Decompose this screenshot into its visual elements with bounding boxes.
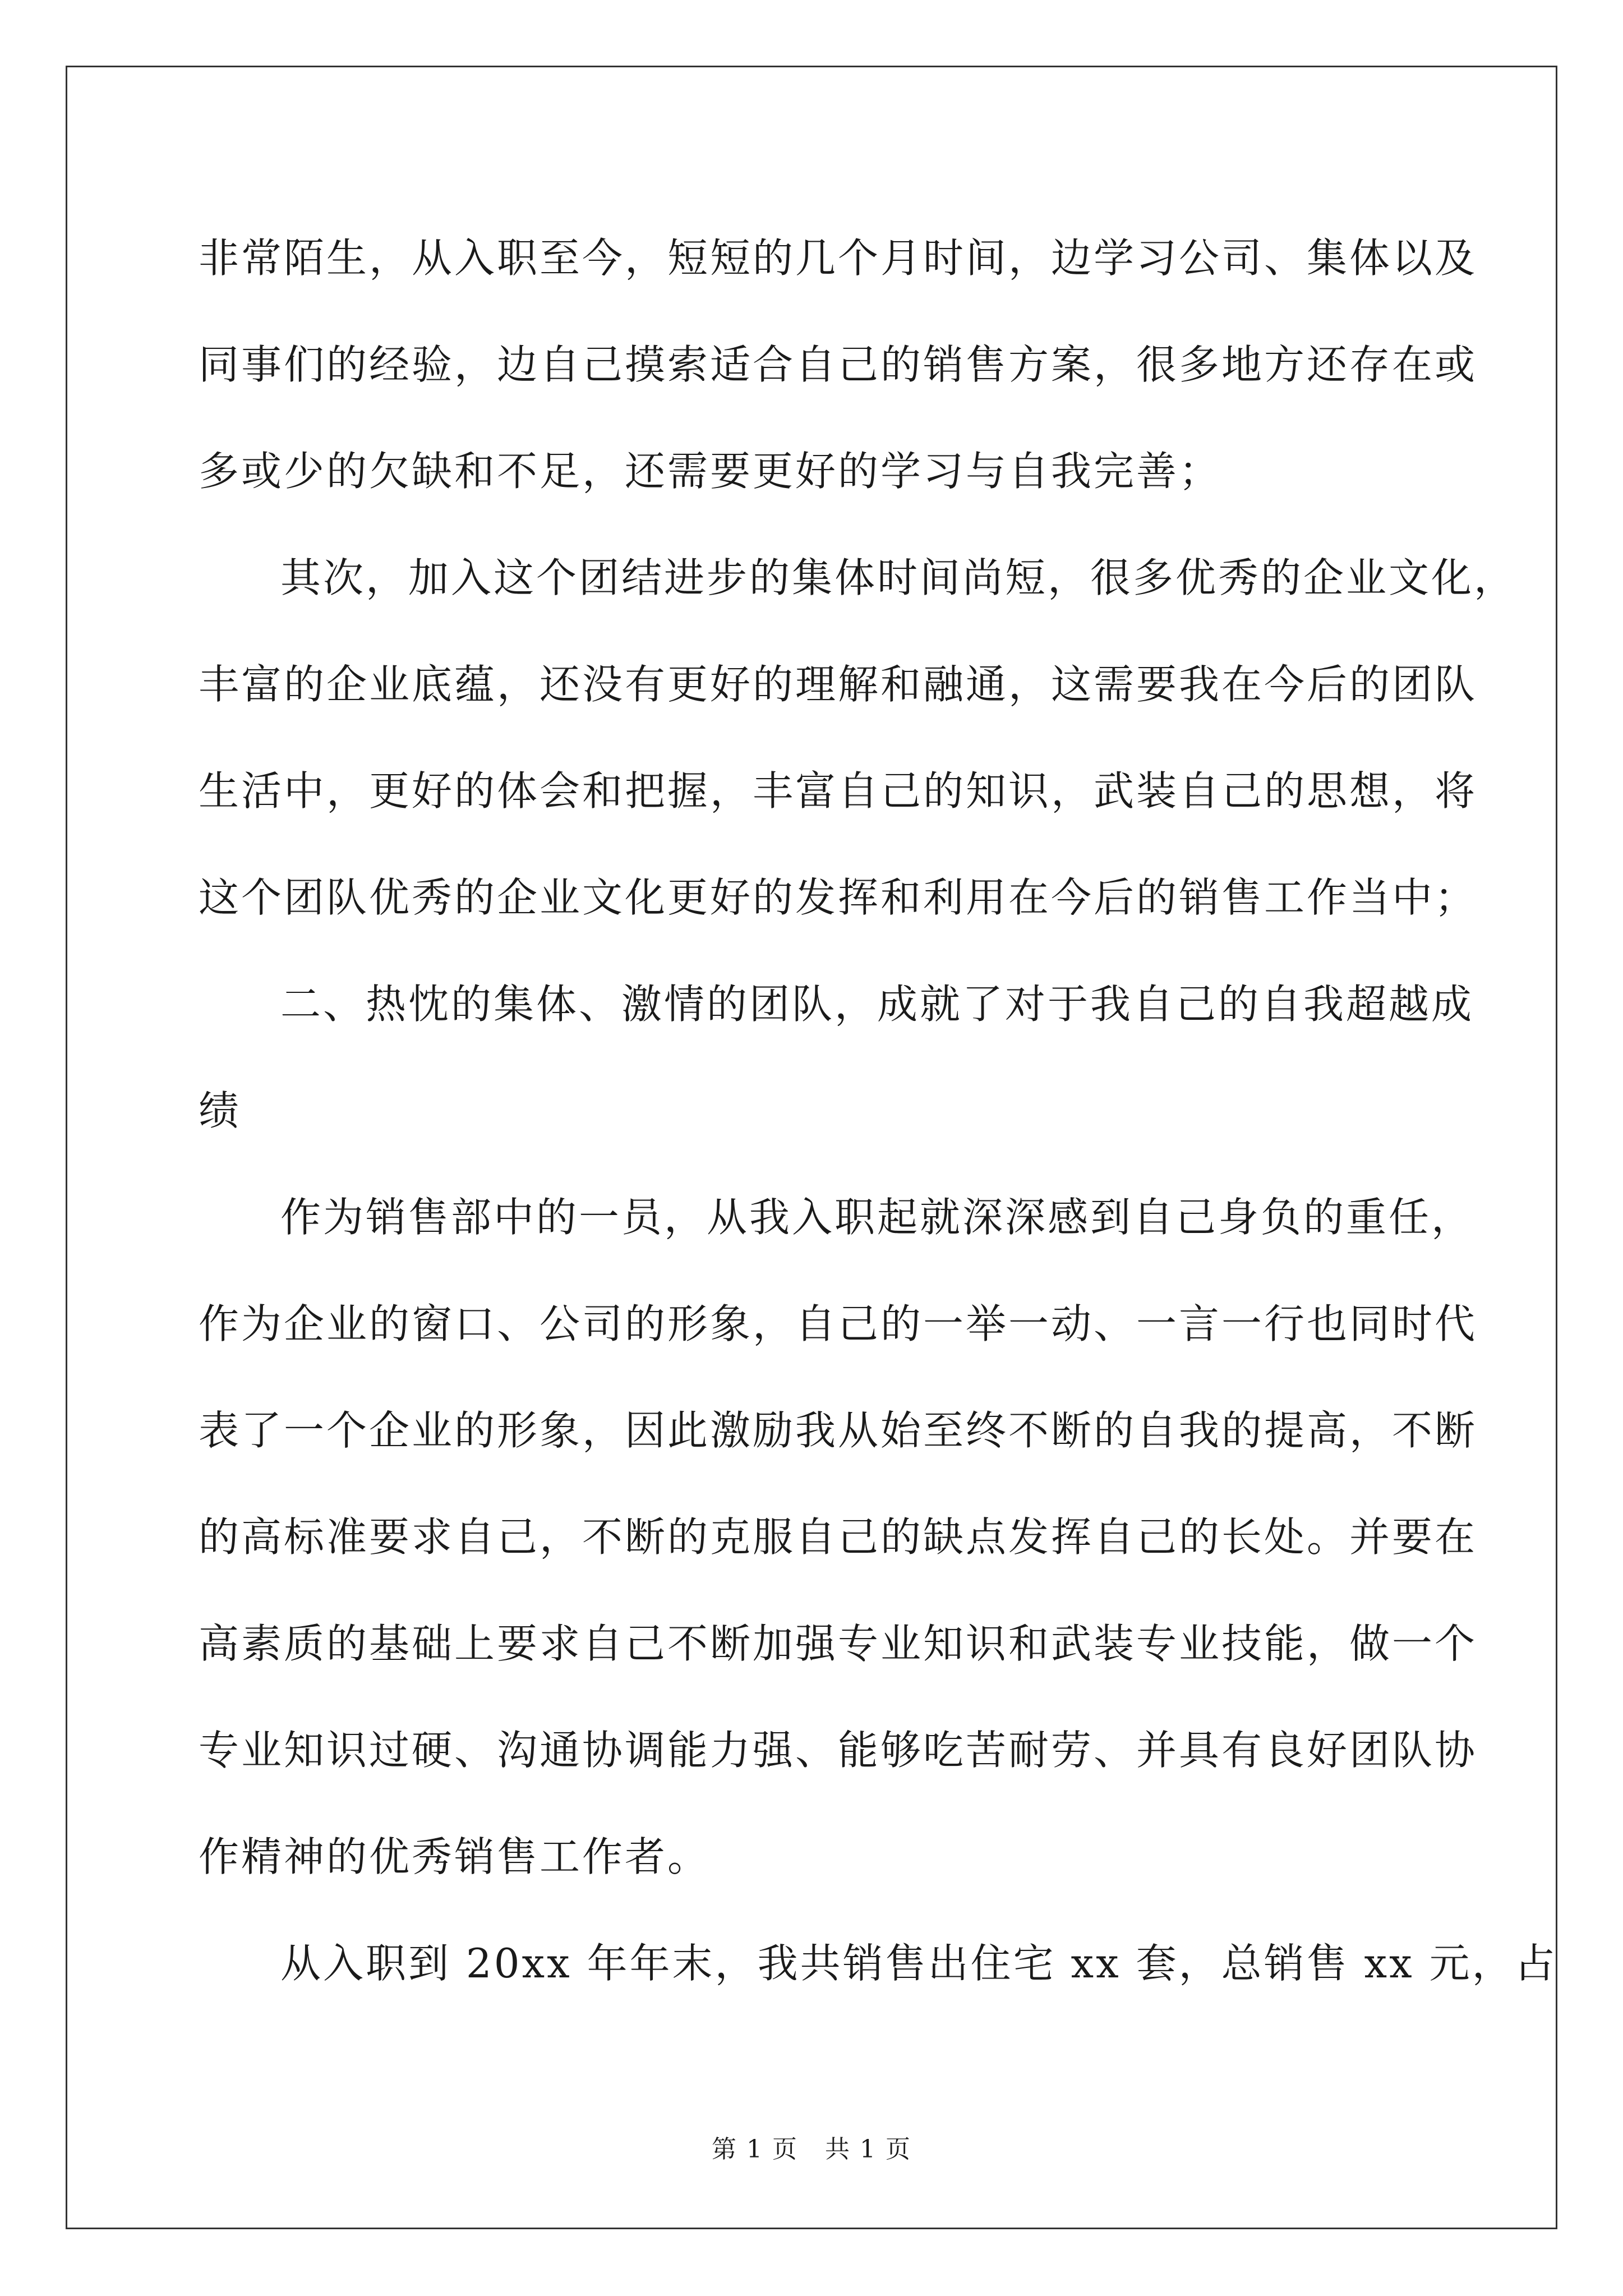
text-line-13: 的高标准要求自己，不断的克服自己的缺点发挥自己的长处。并要在 (199, 1513, 1478, 1561)
page-footer (0, 2129, 1623, 2165)
text-line-8: 二、热忱的集体、激情的团队，成就了对于我自己的自我超越成 (280, 981, 1474, 1028)
text-line-3: 多或少的欠缺和不足，还需要更好的学习与自我完善； (199, 448, 1222, 495)
text-line-5: 丰富的企业底蕴，还没有更好的理解和融通，这需要我在今后的团队 (199, 661, 1478, 708)
text-line-11: 作为企业的窗口、公司的形象，自己的一举一动、一言一行也同时代 (199, 1300, 1478, 1347)
text-line-12: 表了一个企业的形象，因此激励我从始至终不断的自我的提高，不断 (199, 1407, 1478, 1454)
text-line-17: 从入职到 20xx 年年末，我共销售出住宅 xx 套，总销售 xx 元，占 (280, 1940, 1557, 1987)
text-line-6: 生活中，更好的体会和把握，丰富自己的知识，武装自己的思想，将 (199, 767, 1478, 815)
text-line-9: 绩 (199, 1087, 242, 1134)
text-line-4: 其次，加入这个团结进步的集体时间尚短，很多优秀的企业文化， (280, 554, 1517, 601)
text-line-14: 高素质的基础上要求自己不断加强专业知识和武装专业技能，做一个 (199, 1620, 1478, 1667)
text-line-10: 作为销售部中的一员，从我入职起就深深感到自己身负的重任， (280, 1194, 1474, 1241)
text-line-16: 作精神的优秀销售工作者。 (199, 1833, 711, 1880)
text-line-7: 这个团队优秀的企业文化更好的发挥和利用在今后的销售工作当中； (199, 874, 1478, 921)
text-line-1: 非常陌生，从入职至今，短短的几个月时间，边学习公司、集体以及 (199, 234, 1478, 282)
page-number: 第 1 页 (712, 2135, 798, 2164)
document-body (199, 205, 1557, 2017)
page-total: 共 1 页 (825, 2135, 911, 2164)
text-line-2: 同事们的经验，边自己摸索适合自己的销售方案，很多地方还存在或 (199, 341, 1478, 388)
text-line-15: 专业知识过硬、沟通协调能力强、能够吃苦耐劳、并具有良好团队协 (199, 1727, 1478, 1774)
